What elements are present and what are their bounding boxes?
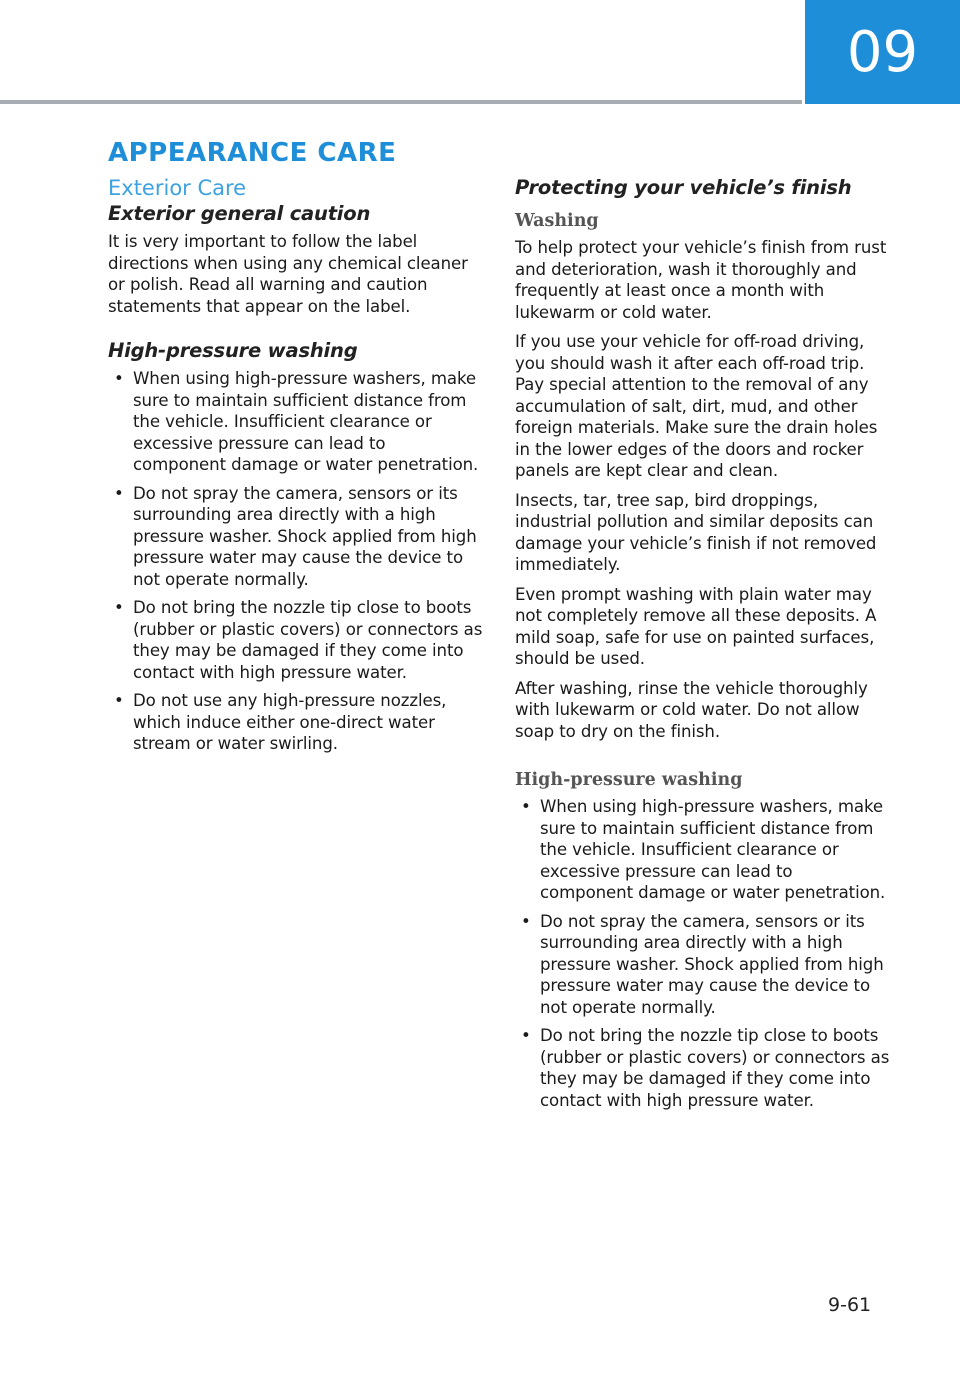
general-caution-heading: Exterior general caution: [108, 202, 371, 225]
washing-heading: Washing: [515, 211, 599, 231]
list-item: • Do not bring the nozzle tip close to boots (rubber or plastic covers) or connectors as they may be damaged if they come into contact with high pressure water.: [521, 1026, 890, 1110]
protect-finish-heading: Protecting your vehicle’s finish: [515, 176, 852, 199]
washing-paragraph: Insects, tar, tree sap, bird droppings, industrial pollution and similar deposits can damage your vehicle’s finish if not removed immediately.: [515, 490, 877, 574]
page-number: 9-61: [828, 1294, 872, 1316]
list-item: • Do not use any high-pressure nozzles, which induce either one-direct water stream or water swirling.: [114, 691, 447, 753]
list-item: • When using high-pressure washers, make sure to maintain sufficient distance from the vehicle. Insufficient clearance or excessive pressure can lead to component damage or water penetration.: [521, 797, 886, 902]
exterior-care-heading: Exterior Care: [108, 176, 247, 200]
section-title: APPEARANCE CARE: [108, 138, 397, 168]
list-item-text: Do not spray the camera, sensors or its surrounding area directly with a high pressure washer. Shock applied from high pressure water may cause the device to not operate normally.: [540, 911, 884, 1017]
chapter-tab: 09: [805, 0, 960, 104]
list-item-text: Do not bring the nozzle tip close to boots (rubber or plastic covers) or connectors as they may be damaged if they come into contact with high pressure water.: [133, 598, 483, 682]
list-item: • Do not bring the nozzle tip close to boots (rubber or plastic covers) or connectors as they may be damaged if they come into contact with high pressure water.: [114, 598, 483, 682]
list-item-text: Do not spray the camera, sensors or its surrounding area directly with a high pressure washer. Shock applied from high pressure water may cause the device to not operate normally.: [133, 483, 477, 589]
list-item: • When using high-pressure washers, make sure to maintain sufficient distance from the vehicle. Insufficient clearance or excessive pressure can lead to component damage or water penetration.: [114, 369, 479, 474]
list-item-text: When using high-pressure washers, make sure to maintain sufficient distance from the vehicle. Insufficient clearance or excessive pressure can lead to component damage or water penetration.: [540, 797, 886, 902]
washing-paragraph: After washing, rinse the vehicle thoroughly with lukewarm or cold water. Do not allow soap to dry on the finish.: [515, 678, 868, 741]
hp-bullet-list-left: [108, 368, 483, 755]
washing-paragraph: To help protect your vehicle’s finish from rust and deterioration, wash it thoroughly and frequently at least once a month with lukewarm or cold water.: [515, 238, 887, 322]
list-item-text: Do not use any high-pressure nozzles, which induce either one-direct water stream or water swirling.: [133, 691, 447, 753]
washing-paragraph: If you use your vehicle for off-road driving, you should wash it after each off-road trip. Pay special attention to the removal of any accumulation of salt, dirt, mud, and other foreign materials. Make sure the drain holes in the lower edges of the doors and rocker panels are kept clear and clean.: [515, 332, 878, 480]
list-item-text: Do not bring the nozzle tip close to boots (rubber or plastic covers) or connectors as they may be damaged if they come into contact with high pressure water.: [540, 1026, 890, 1110]
list-item: • Do not spray the camera, sensors or its surrounding area directly with a high pressure washer. Shock applied from high pressure water may cause the device to not operate normally.: [114, 483, 477, 589]
header-rule: [0, 100, 802, 104]
hp-washing-heading-right: High-pressure washing: [515, 770, 743, 790]
left-column: [108, 176, 483, 762]
right-column: [515, 176, 890, 1118]
washing-paragraph: Even prompt washing with plain water may not completely remove all these deposits. A mild soap, safe for use on painted surfaces, should be used.: [515, 584, 877, 668]
list-item-text: When using high-pressure washers, make sure to maintain sufficient distance from the vehicle. Insufficient clearance or excessive pressure can lead to component damage or water penetration.: [133, 369, 479, 474]
list-item: • Do not spray the camera, sensors or its surrounding area directly with a high pressure washer. Shock applied from high pressure water may cause the device to not operate normally.: [521, 911, 884, 1017]
general-caution-text: It is very important to follow the label directions when using any chemical cleaner or polish. Read all warning and caution statements that appear on the label.: [108, 232, 468, 316]
hp-bullet-list-right: [515, 796, 890, 1111]
hp-washing-heading-left: High-pressure washing: [108, 339, 358, 362]
